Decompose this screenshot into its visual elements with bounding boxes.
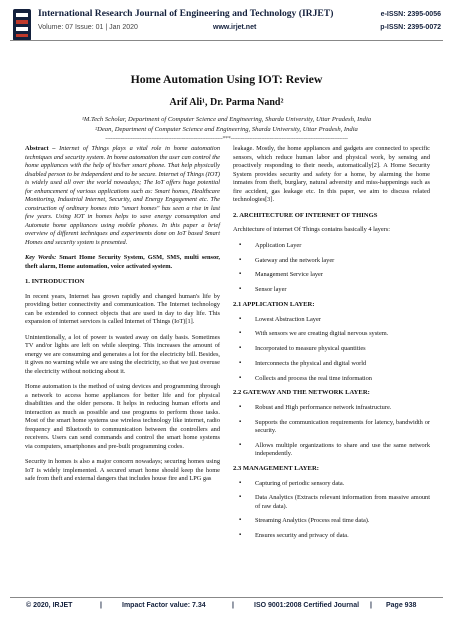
abstract-text: Internet of Things plays a vital role in home automation techniques and security system. In home automation the user can control the home appliances with the help of his/her smart phone. That help physically disabled person to be independent and to be secure. Internet of Things (IOT) is widely used all over the world nowadays; The IoT offers huge potential for enhancement of various applications such as: Smart homes, Healthcare Monitoring, Industrial Internet, Security, and Energy Engagement etc. The construction of ordinary homes into "smart homes" has seen a rise in last few years. Using IOT in homes helps to save energy consumption and Automate home appliances using mobile phones. In this paper a brief overview of different techniques and experiments done on IoT based Smart Homes and security system is presented.	[25, 145, 220, 246]
list-item: ▪ Capturing of periodic sensory data.	[255, 480, 430, 488]
abstract-label: Abstract –	[25, 145, 56, 152]
list-item: ▪ Interconnects the physical and digital world	[255, 360, 430, 368]
footer-separator: |	[232, 602, 234, 609]
footer-copyright: © 2020, IRJET	[26, 602, 73, 609]
list-item: ▪ Sensor layer	[255, 286, 430, 294]
list-item: ▪ Management Service layer	[255, 271, 430, 279]
right-column	[233, 145, 430, 547]
footer-impact-factor: Impact Factor value: 7.34	[122, 602, 206, 609]
application-layer-heading: 2.1 APPLICATION LAYER:	[233, 300, 315, 308]
intro-paragraph-1: In recent years, Internet has grown rapidly and changed human's life by providing better connectivity and communication. The Internet technology can be extended to connect objects that are used in day to day life. This expansion of internet services is called Internet of Things (IoT)[1].	[25, 292, 220, 326]
list-item: ▪ Incorporated to measure physical quantities	[255, 345, 430, 353]
list-item: ▪ Ensures security and privacy of data.	[255, 532, 430, 540]
paper-authors: Arif Ali¹, Dr. Parma Nand²	[169, 97, 284, 108]
journal-title: International Research Journal of Engineering and Technology (IRJET)	[38, 8, 334, 19]
affiliation-1: ¹M.Tech Scholar, Department of Computer Science and Engineering, Sharda University, Uttar Pradesh, India	[81, 116, 372, 123]
intro-paragraph-2: Unintentionally, a lot of power is wasted away on daily basis. Sometimes TV and/or lights are left on while sleeping. This increases the amount of energy we are consuming and generates a lot for the electricity bill. Besides, it gives no warning while we are using the electricity, so that we just overuse the electricity without noticing about it.	[25, 333, 220, 375]
page-footer	[0, 600, 453, 616]
gateway-layer-heading: 2.2 GATEWAY AND THE NETWORK LAYER:	[233, 389, 370, 397]
architecture-intro: Architecture of internet Of Things contains basically 4 layers:	[233, 226, 391, 234]
abstract	[25, 145, 220, 247]
section-separator: ---------------------------------------------------------------------***---------------------------------------------------------------------	[105, 136, 348, 142]
gateway-layer-list	[233, 404, 430, 458]
keywords-label: Key Words:	[25, 254, 57, 261]
journal-header	[0, 0, 453, 50]
e-issn: e-ISSN: 2395-0056	[380, 11, 441, 18]
keywords	[25, 254, 220, 271]
list-item: ▪ Collects and process the real time information	[255, 375, 430, 383]
footer-iso: ISO 9001:2008 Certified Journal	[254, 602, 360, 609]
list-item: ▪ Supports the communication requirements for latency, bandwidth or security.	[255, 419, 430, 435]
list-item: ▪ Application Layer	[255, 242, 430, 250]
irjet-logo-icon	[12, 8, 32, 42]
footer-page-number: Page 938	[386, 602, 417, 609]
header-divider	[10, 40, 443, 41]
list-item: ▪ Gateway and the network layer	[255, 257, 430, 265]
paper-title: Home Automation Using IOT: Review	[130, 72, 323, 86]
management-layer-heading: 2.3 MANAGEMENT LAYER:	[233, 464, 319, 472]
list-item: ▪ Robust and High performance network infrastructure.	[255, 404, 430, 412]
intro-paragraph-3: Home automation is the method of using devices and programming through a network to access home appliances for better life and for physical disabilities and the older persons. It helps in reducing human efforts and interaction as much as possible and use programs to perform those tasks. Most of the smart home systems use wireless technology like internet, radio frequency and Bluetooth to communication between the controllers and receivers. Users can send commands and control the smart home systems via computers, smartphones and pre-built programming codes.	[25, 383, 220, 450]
intro-paragraph-4: Security in homes is also a major concern nowadays; securing homes using IoT is widely implemented. A secured smart home should keep the home safe from theft and external dangers that includes house fire and LPG gas	[25, 458, 220, 483]
architecture-heading: 2. ARCHITECTURE OF INTERNET OF THINGS	[233, 211, 378, 219]
management-layer-list	[233, 480, 430, 541]
website-link[interactable]: www.irjet.net	[213, 24, 257, 31]
footer-separator: |	[100, 602, 102, 609]
footer-separator: |	[370, 602, 372, 609]
footer-divider	[10, 597, 443, 598]
application-layer-list	[233, 316, 430, 383]
right-paragraph-1: leakage. Mostly, the home appliances and gadgets are connected to specific sensors, which reduce human labor and physical work, by sensing and proactively responding to their needs, automatically[2]. A Home Security System provides security and safety for a home, by alarming the home inmates from theft, burglary, natural adversity and miss-happenings such as fire accident, gas leakage etc. In this paper, we aim to discuss related technologies[3].	[233, 145, 430, 203]
list-item: ▪ Streaming Analytics (Process real time data).	[255, 517, 430, 525]
volume-issue: Volume: 07 Issue: 01 | Jan 2020	[38, 24, 138, 31]
keywords-text: Smart Home Security System, GSM, SMS, multi sensor, theft alarm, Home automation, voice activated system.	[25, 254, 220, 270]
list-item: ▪ Lowest Abstraction Layer	[255, 316, 430, 324]
left-column	[25, 145, 220, 491]
list-item: ▪ With sensors we are creating digital nervous system.	[255, 330, 430, 338]
affiliation-2: ²Dean, Department of Computer Science and Engineering, Sharda University, Uttar Pradesh, India	[95, 126, 358, 133]
layers-list	[233, 242, 430, 294]
list-item: ▪ Data Analytics (Extracts relevant information from massive amount of raw data).	[255, 494, 430, 510]
p-issn: p-ISSN: 2395-0072	[380, 24, 441, 31]
intro-heading: 1. INTRODUCTION	[25, 278, 85, 285]
list-item: ▪ Allows multiple organizations to share and use the same network independently.	[255, 442, 430, 458]
